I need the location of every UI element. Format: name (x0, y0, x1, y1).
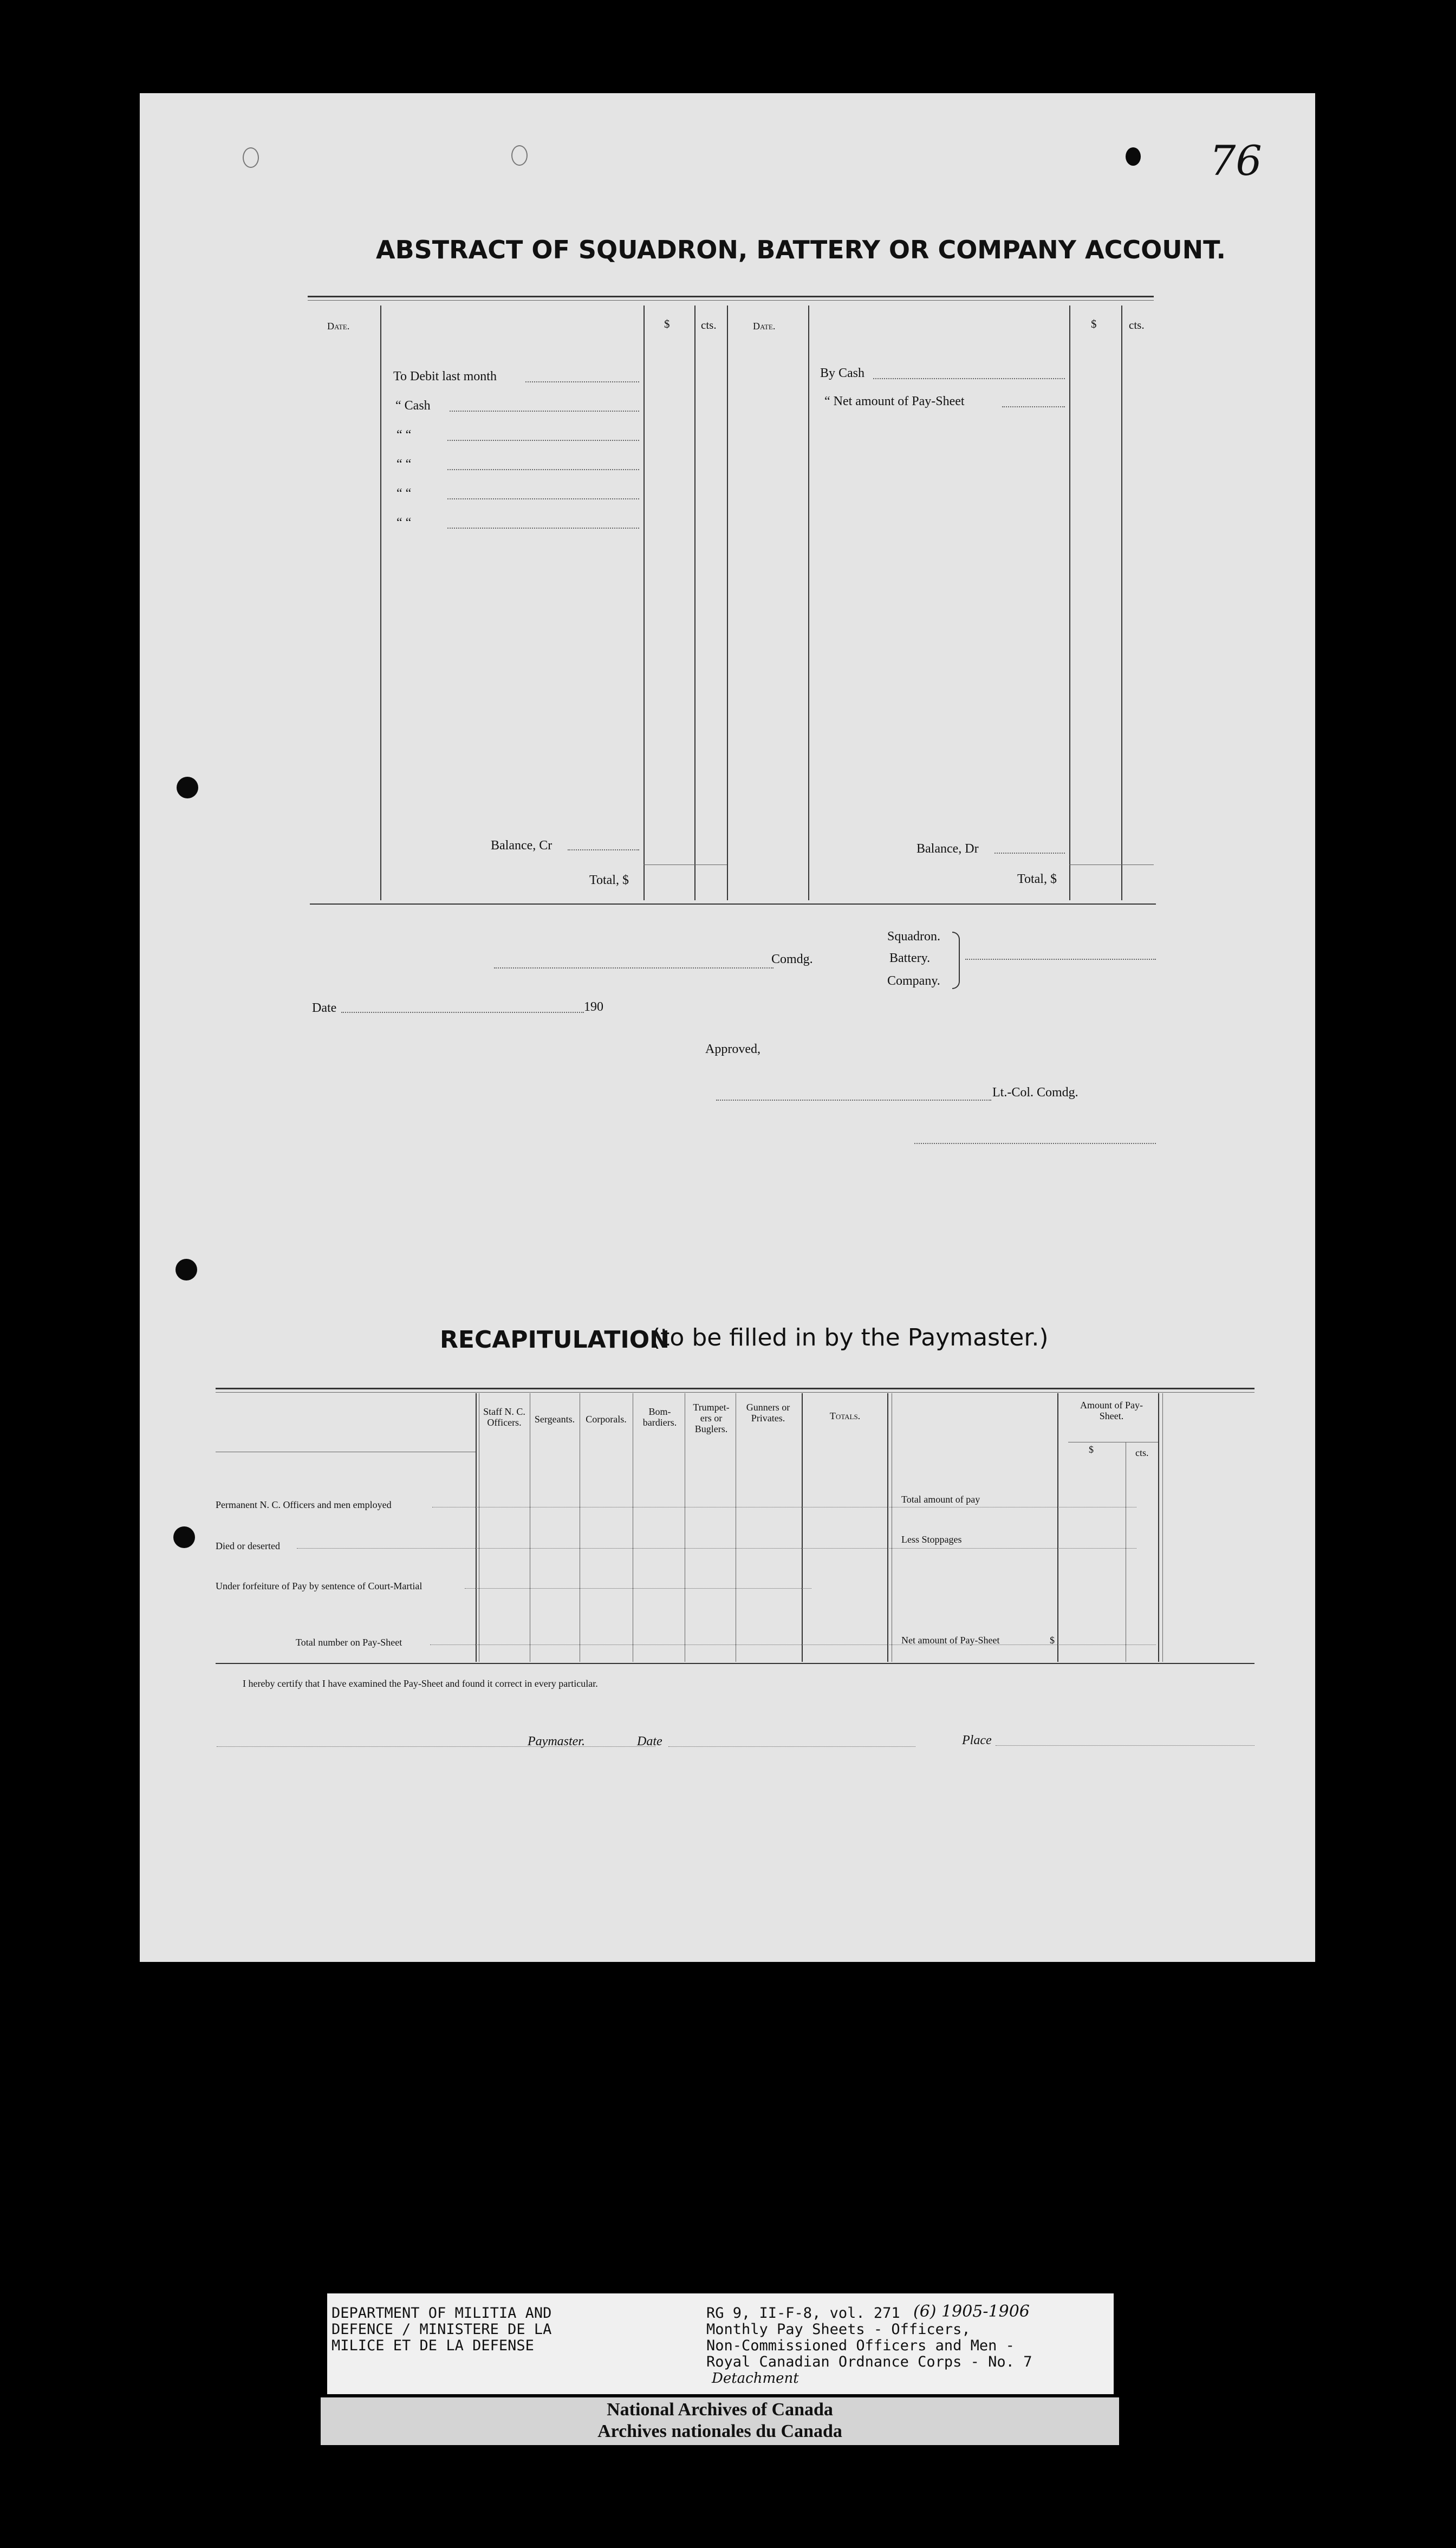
recap-subtitle: (to be filled in by the Paymaster.) (651, 1324, 1049, 1351)
col-header-gunners: Gunners or Privates. (746, 1402, 790, 1424)
paymaster-label: Paymaster. (528, 1734, 585, 1748)
binder-ring-mark (243, 147, 259, 168)
punch-hole (176, 1259, 197, 1280)
recap-row-rule (297, 1548, 1136, 1549)
reference-line: RG 9, II-F-8, vol. 271 (706, 2305, 900, 2322)
col-header-amount: Amount of Pay-Sheet. (1080, 1400, 1143, 1421)
place-line (996, 1745, 1254, 1746)
recap-row-label: Total number on Pay-Sheet (296, 1637, 402, 1648)
comdg-signature-line (494, 967, 774, 968)
date-header: Date. (753, 321, 776, 332)
dollars-header: $ (664, 317, 670, 330)
date-header: Date. (327, 321, 350, 332)
page-number: 76 (1210, 136, 1262, 185)
amount-dollars-header: $ (1089, 1444, 1094, 1455)
unit-brace (952, 932, 960, 989)
fill-line (568, 849, 639, 850)
col-header-bombardiers: Bom- bardiers. (642, 1406, 677, 1428)
balance-cr-label: Balance, Cr (491, 838, 552, 853)
comdg-label: Comdg. (771, 952, 813, 966)
unit-option-battery: Battery. (889, 951, 931, 965)
date-fill-line (341, 1012, 584, 1013)
cents-header: cts. (701, 318, 717, 332)
recap-right-label: Net amount of Pay-Sheet (901, 1635, 1000, 1646)
recap-divider (1158, 1393, 1159, 1662)
abstract-title: ABSTRACT OF SQUADRON, BATTERY OR COMPANY ACCOUNT. (376, 235, 1226, 264)
unit-option-squadron: Squadron. (887, 929, 940, 944)
recap-net-dollar-sign: $ (1050, 1635, 1055, 1646)
recap-top-rule (216, 1388, 1254, 1389)
reference-line: Non-Commissioned Officers and Men - (706, 2337, 1015, 2354)
ltcol-signature-line (716, 1100, 991, 1101)
debit-line: “ “ (396, 486, 412, 500)
paymaster-signature-line (217, 1746, 655, 1747)
dollars-header: $ (1091, 317, 1097, 330)
unit-option-company: Company. (887, 974, 940, 988)
date-label: Date (312, 1001, 337, 1015)
certify-date-label: Date (637, 1734, 662, 1748)
archive-reference-label (327, 2293, 1114, 2394)
recap-bottom-rule (216, 1663, 1254, 1664)
handwritten-detachment: Detachment (712, 2370, 799, 2387)
reference-line: Monthly Pay Sheets - Officers, (706, 2321, 971, 2338)
column-divider (1069, 306, 1070, 900)
col-header-totals: Totals. (829, 1410, 861, 1421)
punch-hole (177, 777, 198, 798)
total-label: Total, $ (589, 873, 629, 887)
archive-footer (321, 2397, 1119, 2445)
binder-ring-mark (511, 145, 528, 166)
recap-title: RECAPITULATION (440, 1326, 670, 1354)
punch-hole (1126, 147, 1141, 166)
amount-cents-header: cts. (1135, 1447, 1149, 1458)
recap-top-rule (216, 1392, 1254, 1393)
approved-label: Approved, (705, 1042, 760, 1056)
fill-line (447, 528, 639, 529)
recap-row-rule (465, 1588, 811, 1589)
year-prefix: 190 (584, 1000, 603, 1014)
column-divider (727, 306, 728, 900)
debit-line: “ “ (396, 457, 412, 471)
col-header-sergeants: Sergeants. (534, 1414, 575, 1425)
department-line: MILICE ET DE LA DEFENSE (332, 2337, 534, 2354)
fill-line (447, 469, 639, 470)
credit-line: By Cash (820, 366, 865, 380)
place-label: Place (962, 1733, 992, 1747)
recap-row-label: Permanent N. C. Officers and men employed (216, 1499, 392, 1510)
recap-row-label: Died or deserted (216, 1540, 280, 1551)
credit-line: “ Net amount of Pay-Sheet (824, 394, 965, 408)
document-sheet (140, 93, 1315, 1962)
fill-line (447, 440, 639, 441)
balance-dr-label: Balance, Dr (916, 842, 979, 856)
total-label: Total, $ (1017, 872, 1057, 886)
table-bottom-rule (310, 903, 1156, 905)
fill-line (994, 853, 1065, 854)
table-top-rule (308, 300, 1154, 301)
certify-date-line (668, 1746, 915, 1747)
department-line: DEFENCE / MINISTERE DE LA (332, 2321, 552, 2338)
ltcol-label: Lt.-Col. Comdg. (992, 1086, 1078, 1100)
punch-hole (173, 1526, 195, 1548)
recap-divider (1057, 1393, 1058, 1662)
fill-line (450, 411, 639, 412)
recap-row-label: Under forfeiture of Pay by sentence of Court-Martial (216, 1581, 422, 1591)
debit-line: “ “ (396, 516, 412, 530)
recap-row-rule (430, 1644, 1156, 1645)
recap-divider (887, 1393, 888, 1662)
column-divider (808, 306, 809, 900)
total-rule (644, 864, 727, 865)
extra-fill-line (914, 1143, 1156, 1144)
unit-fill-line (965, 959, 1156, 960)
department-line: DEPARTMENT OF MILITIA AND (332, 2305, 552, 2322)
debit-line: “ “ (396, 428, 412, 442)
col-header-staff-nco: Staff N. C. Officers. (483, 1406, 525, 1428)
column-divider (644, 306, 645, 900)
fill-line (525, 381, 639, 382)
total-rule (1069, 864, 1154, 865)
archive-name-en: National Archives of Canada (607, 2400, 833, 2420)
recap-divider (802, 1393, 803, 1662)
column-divider (1121, 306, 1122, 900)
table-top-rule (308, 296, 1154, 297)
debit-line: “ Cash (395, 399, 431, 413)
fill-line (873, 378, 1065, 379)
recap-right-label: Less Stoppages (901, 1534, 962, 1545)
certification-text: I hereby certify that I have examined the Pay-Sheet and found it correct in every particular. (243, 1678, 598, 1689)
fill-line (1002, 406, 1065, 407)
column-divider (380, 306, 381, 900)
reference-line: Royal Canadian Ordnance Corps - No. 7 (706, 2354, 1032, 2370)
recap-right-label: Total amount of pay (901, 1494, 980, 1505)
col-header-corporals: Corporals. (586, 1414, 627, 1425)
column-divider (694, 306, 696, 900)
debit-line: To Debit last month (393, 369, 497, 384)
cents-header: cts. (1129, 318, 1145, 332)
archive-name-fr: Archives nationales du Canada (597, 2421, 842, 2441)
reference-handwritten: (6) 1905-1906 (913, 2302, 1030, 2321)
recap-divider (476, 1393, 477, 1662)
fill-line (447, 498, 639, 499)
col-header-trumpeters: Trumpet- ers or Buglers. (693, 1402, 730, 1434)
recap-divider (1162, 1393, 1163, 1662)
